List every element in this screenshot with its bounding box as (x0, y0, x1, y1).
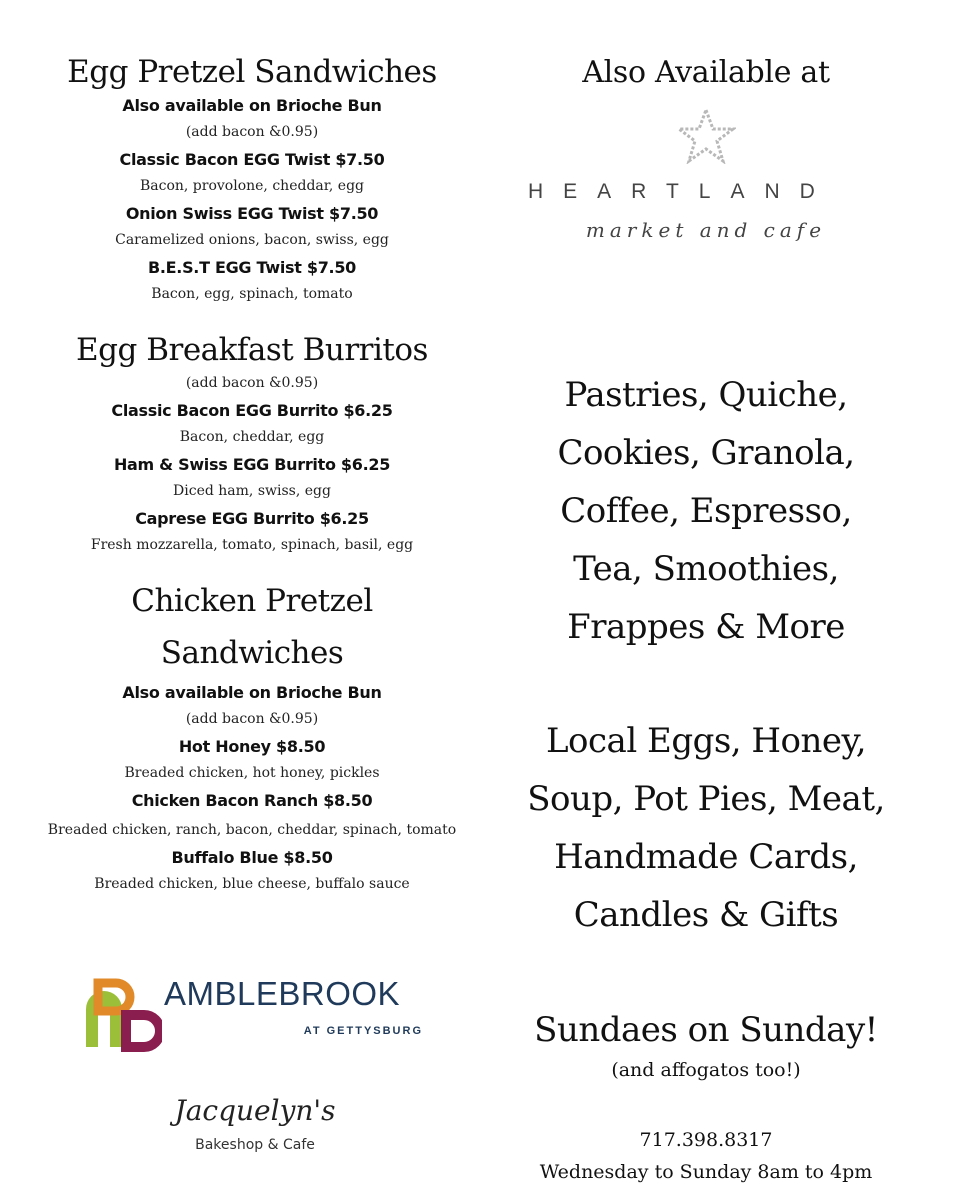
bacon-addon-note: (add bacon &0.95) (185, 124, 319, 140)
menu-item-name: Onion Swiss EGG Twist $7.50 (125, 204, 379, 223)
star-icon (676, 108, 736, 164)
menu-item-name: Ham & Swiss EGG Burrito $6.25 (113, 455, 391, 474)
local-goods-line: Candles & Gifts (573, 895, 839, 935)
heartland-name: HEARTLAND (528, 180, 835, 203)
products-line: Coffee, Espresso, (560, 491, 852, 531)
section-title: Egg Breakfast Burritos (76, 332, 428, 368)
section-title (40, 575, 464, 679)
local-goods-line: Soup, Pot Pies, Meat, (527, 779, 885, 819)
also-available-heading: Also Available at (582, 55, 830, 90)
amblebrook-sub: AT GETTYSBURG (303, 1025, 423, 1037)
menu-item-desc: Bacon, provolone, cheddar, egg (139, 178, 365, 194)
products-line: Frappes & More (567, 607, 845, 647)
menu-item-name: Caprese EGG Burrito $6.25 (135, 509, 369, 528)
brioche-note: Also available on Brioche Bun (122, 683, 382, 702)
brioche-note: Also available on Brioche Bun (122, 96, 382, 115)
products-line: Tea, Smoothies, (573, 549, 839, 589)
jacquelyns-sub: Bakeshop & Cafe (195, 1137, 315, 1153)
products-list (500, 366, 912, 656)
menu-item-name: Hot Honey $8.50 (178, 737, 326, 756)
bacon-addon-note: (add bacon &0.95) (185, 375, 319, 391)
menu-item-desc: Bacon, cheddar, egg (179, 429, 325, 445)
menu-item-name: Chicken Bacon Ranch $8.50 (131, 791, 373, 810)
affogatos-note: (and affogatos too!) (611, 1059, 801, 1081)
phone-number: 717.398.8317 (639, 1129, 773, 1151)
menu-item-desc: Bacon, egg, spinach, tomato (151, 286, 353, 302)
products-line: Cookies, Granola, (557, 433, 855, 473)
hours: Wednesday to Sunday 8am to 4pm (539, 1161, 873, 1183)
jacquelyns-logo (170, 1085, 340, 1170)
menu-item-name: Classic Bacon EGG Burrito $6.25 (111, 401, 393, 420)
menu-item-desc: Breaded chicken, blue cheese, buffalo sauce (94, 876, 410, 892)
egg-burritos-section (40, 330, 464, 559)
section-title-line: Sandwiches (160, 635, 344, 671)
bacon-addon-note: (add bacon &0.95) (185, 711, 319, 727)
local-goods-line: Local Eggs, Honey, (545, 721, 867, 761)
right-column (500, 52, 912, 1188)
menu-item-desc: Fresh mozzarella, tomato, spinach, basil, egg (90, 537, 414, 553)
left-column (40, 52, 464, 898)
menu-item-desc: Breaded chicken, ranch, bacon, cheddar, spinach, tomato (47, 822, 457, 838)
jacquelyns-name: Jacquelyn's (174, 1094, 336, 1127)
local-goods-list (500, 712, 912, 944)
amblebrook-name: AMBLEBROOK (164, 975, 401, 1012)
amblebrook-logo (82, 975, 427, 1053)
amblebrook-monogram-icon (82, 975, 162, 1053)
heartland-sub: market and cafe (585, 218, 827, 242)
chicken-pretzel-section (40, 575, 464, 898)
heartland-logo (500, 106, 912, 256)
section-title-line: Chicken Pretzel (131, 583, 373, 619)
local-goods-line: Handmade Cards, (554, 837, 858, 877)
menu-item-desc: Caramelized onions, bacon, swiss, egg (115, 232, 389, 248)
menu-item-desc: Diced ham, swiss, egg (173, 483, 331, 499)
menu-item-name: Buffalo Blue $8.50 (171, 848, 333, 867)
products-line: Pastries, Quiche, (564, 375, 848, 415)
menu-item-name: B.E.S.T EGG Twist $7.50 (147, 258, 356, 277)
menu-item-name: Classic Bacon EGG Twist $7.50 (119, 150, 385, 169)
egg-pretzel-section (40, 52, 464, 308)
section-title: Egg Pretzel Sandwiches (67, 54, 437, 90)
menu-item-desc: Breaded chicken, hot honey, pickles (124, 765, 380, 781)
sundaes-heading: Sundaes on Sunday! (534, 1010, 878, 1050)
